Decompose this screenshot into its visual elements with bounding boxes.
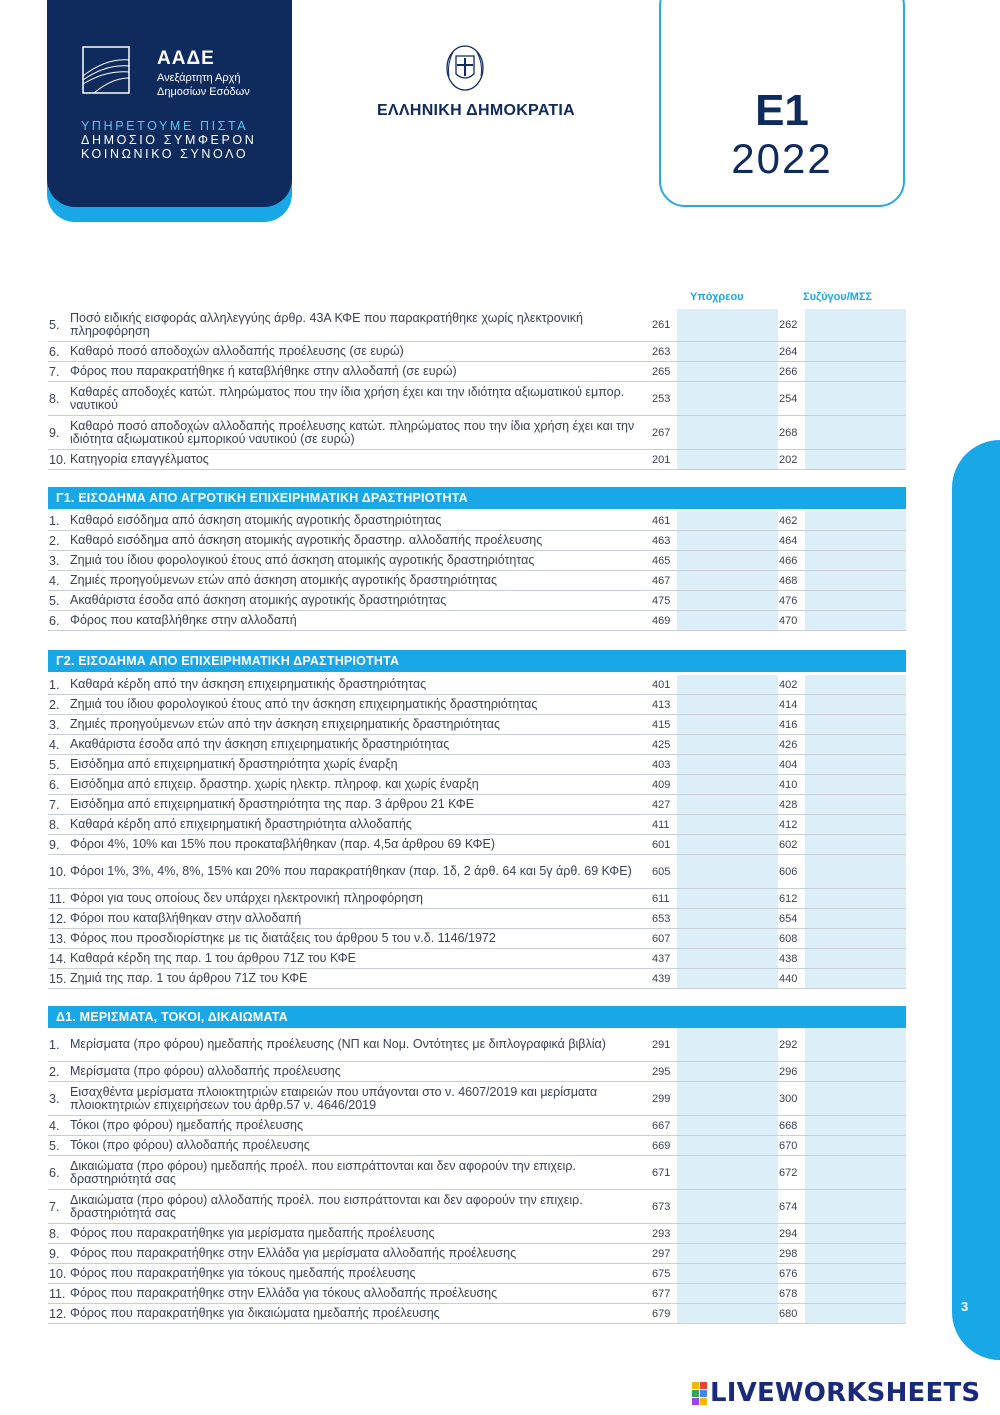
form-row — [48, 1244, 906, 1264]
spouse-code: 410 — [779, 778, 798, 791]
row-label: Ζημιά του ίδιου φορολογικού έτους από την άσκηση επιχειρηματικής δραστηριότητας — [70, 697, 538, 711]
spouse-amount-field[interactable] — [805, 1082, 906, 1115]
form-row — [48, 909, 906, 929]
spouse-code: 464 — [779, 534, 798, 547]
spouse-code: 412 — [779, 818, 798, 831]
row-label: Φόροι 1%, 3%, 4%, 8%, 15% και 20% που παρακρατήθηκαν (παρ. 1δ, 2 άρθ. 64 και 5γ άρθ. 69 ΚΦΕ) — [70, 864, 632, 878]
spouse-code: 262 — [779, 319, 798, 331]
row-number: 5. — [49, 593, 60, 608]
row-label: Εισόδημα από επιχειρηματική δραστηριότητα της παρ. 3 άρθρου 21 ΚΦΕ — [70, 797, 475, 811]
row-number: 3. — [49, 1091, 60, 1106]
spouse-code: 670 — [779, 1139, 798, 1152]
motto-line1: ΥΠΗΡΕΤΟΥΜΕ ΠΙΣΤΑ — [81, 119, 249, 133]
form-year: 2022 — [731, 135, 833, 182]
row-label: Εισαχθέντα μερίσματα πλοιοκτητριών εταιρειών που υπάγονται στο ν. 4607/2019 και μερίσματα πλοιοκτητριών επιχειρήσεων του άρθρ.57 ν. 4646/2019 — [70, 1084, 598, 1112]
taxpayer-code: 403 — [652, 758, 671, 771]
taxpayer-code: 467 — [652, 574, 671, 587]
taxpayer-amount-field[interactable] — [677, 1224, 778, 1243]
form-row — [48, 855, 906, 889]
side-page-tab — [952, 440, 1000, 1360]
taxpayer-amount-field[interactable] — [677, 1284, 778, 1303]
spouse-code: 402 — [779, 678, 798, 691]
row-label: Φόροι 4%, 10% και 15% που προκαταβλήθηκαν (παρ. 4,5α άρθρου 69 ΚΦΕ) — [70, 837, 495, 851]
form-id-box — [659, 0, 905, 207]
spouse-code: 608 — [779, 932, 798, 945]
taxpayer-amount-field[interactable] — [677, 889, 778, 908]
taxpayer-amount-field[interactable] — [677, 1304, 778, 1323]
taxpayer-amount-field[interactable] — [677, 416, 778, 449]
spouse-code: 602 — [779, 838, 798, 851]
spouse-amount-field[interactable] — [805, 1190, 906, 1223]
taxpayer-code: 679 — [652, 1307, 671, 1320]
row-number: 1. — [49, 677, 60, 692]
spouse-code: 476 — [779, 594, 798, 607]
taxpayer-amount-field[interactable] — [677, 1116, 778, 1135]
spouse-amount-field[interactable] — [805, 755, 906, 774]
taxpayer-code: 605 — [652, 865, 671, 878]
form-row — [48, 775, 906, 795]
liveworksheets-logo — [692, 1378, 980, 1408]
form-row — [48, 450, 906, 470]
row-label: Μερίσματα (προ φόρου) ημεδαπής προέλευσης (ΝΠ και Νομ. Οντότητες με διπλογραφικά βιβλία) — [70, 1037, 606, 1051]
taxpayer-code: 437 — [652, 952, 671, 965]
form-row — [48, 969, 906, 989]
taxpayer-amount-field[interactable] — [677, 695, 778, 714]
form-row — [48, 1082, 906, 1116]
taxpayer-code: 267 — [652, 426, 671, 439]
form-row — [48, 571, 906, 591]
row-number: 5. — [49, 318, 60, 332]
form-row — [48, 551, 906, 571]
spouse-amount-field[interactable] — [805, 342, 906, 361]
spouse-code: 264 — [779, 345, 798, 358]
spouse-code: 428 — [779, 798, 798, 811]
form-row — [48, 755, 906, 775]
section-header: Δ1. ΜΕΡΙΣΜΑΤΑ, ΤΟΚΟΙ, ΔΙΚΑΙΩΜΑΤΑ — [48, 1006, 906, 1028]
form-row — [48, 889, 906, 909]
row-label: Ζημιές προηγούμενων ετών από άσκηση ατομικής αγροτικής δραστηριότητας — [70, 573, 498, 587]
section-header: Γ1. ΕΙΣΟΔΗΜΑ ΑΠΟ ΑΓΡΟΤΙΚΗ ΕΠΙΧΕΙΡΗΜΑΤΙΚΗ ΔΡΑΣΤΗΡΙΟΤΗΤΑ — [48, 487, 906, 509]
form-row — [48, 1062, 906, 1082]
spouse-code: 466 — [779, 554, 798, 567]
row-number: 1. — [49, 513, 60, 528]
row-label: Φόρος που παρακρατήθηκε για δικαιώματα ημεδαπής προέλευσης — [70, 1306, 440, 1320]
row-number: 9. — [49, 425, 60, 440]
taxpayer-code: 415 — [652, 718, 671, 731]
liveworksheets-icon — [692, 1382, 707, 1405]
taxpayer-amount-field[interactable] — [677, 511, 778, 530]
row-number: 12. — [49, 1306, 67, 1321]
row-number: 6. — [49, 1165, 60, 1180]
taxpayer-amount-field[interactable] — [677, 450, 778, 469]
section-header: Γ2. ΕΙΣΟΔΗΜΑ ΑΠΟ ΕΠΙΧΕΙΡΗΜΑΤΙΚΗ ΔΡΑΣΤΗΡΙΟΤΗΤΑ — [48, 650, 906, 672]
spouse-code: 440 — [779, 972, 798, 985]
taxpayer-code: 601 — [652, 838, 671, 851]
taxpayer-amount-field[interactable] — [677, 855, 778, 888]
form-row — [48, 1284, 906, 1304]
row-number: 8. — [49, 1226, 60, 1241]
form-row — [48, 362, 906, 382]
form-row — [48, 1156, 906, 1190]
form-code: Ε1 — [755, 86, 809, 135]
spouse-amount-field[interactable] — [805, 511, 906, 530]
taxpayer-amount-field[interactable] — [677, 1264, 778, 1283]
greek-emblem-icon — [445, 42, 485, 92]
page-number: 3 — [961, 1299, 969, 1314]
spouse-code: 438 — [779, 952, 798, 965]
spouse-amount-field[interactable] — [805, 735, 906, 754]
row-number: 10. — [49, 452, 67, 467]
spouse-amount-field[interactable] — [805, 795, 906, 814]
taxpayer-code: 291 — [652, 1038, 671, 1051]
spouse-code: 672 — [779, 1166, 798, 1179]
taxpayer-amount-field[interactable] — [677, 611, 778, 630]
spouse-amount-field[interactable] — [805, 949, 906, 968]
spouse-amount-field[interactable] — [805, 1028, 906, 1061]
spouse-code: 676 — [779, 1267, 798, 1280]
taxpayer-code: 401 — [652, 678, 671, 691]
row-label: Τόκοι (προ φόρου) ημεδαπής προέλευσης — [70, 1118, 304, 1132]
row-label: Καθαρό εισόδημα από άσκηση ατομικής αγροτικής δραστηριότητας — [70, 513, 442, 527]
spouse-amount-field[interactable] — [805, 889, 906, 908]
taxpayer-amount-field[interactable] — [677, 1082, 778, 1115]
form-row — [48, 416, 906, 450]
row-number: 6. — [49, 613, 60, 628]
form-row — [48, 695, 906, 715]
motto-line2: ΔΗΜΟΣΙΟ ΣΥΜΦΕΡΟΝ — [81, 133, 257, 147]
spouse-amount-field[interactable] — [805, 1264, 906, 1283]
spouse-code: 254 — [779, 392, 798, 405]
taxpayer-amount-field[interactable] — [677, 531, 778, 550]
row-label: Εισόδημα από επιχειρ. δραστηρ. χωρίς ηλεκτρ. πληροφ. και χωρίς έναρξη — [70, 777, 479, 791]
aade-logo-icon — [82, 46, 130, 94]
taxpayer-code: 409 — [652, 778, 671, 791]
taxpayer-amount-field[interactable] — [677, 775, 778, 794]
spouse-amount-field[interactable] — [805, 929, 906, 948]
form-row — [48, 1190, 906, 1224]
spouse-code: 606 — [779, 865, 798, 878]
row-number: 13. — [49, 931, 67, 946]
spouse-code: 680 — [779, 1307, 798, 1320]
taxpayer-code: 263 — [652, 345, 671, 358]
column-header-taxpayer: Υπόχρεου — [690, 291, 744, 303]
row-label: Φόροι που καταβλήθηκαν στην αλλοδαπή — [70, 911, 302, 925]
spouse-code: 426 — [779, 738, 798, 751]
form-row — [48, 309, 906, 342]
taxpayer-amount-field[interactable] — [677, 362, 778, 381]
row-number: 7. — [49, 797, 60, 812]
spouse-amount-field[interactable] — [805, 1116, 906, 1135]
taxpayer-amount-field[interactable] — [677, 969, 778, 988]
taxpayer-amount-field[interactable] — [677, 571, 778, 590]
row-label: Εισόδημα από επιχειρηματική δραστηριότητα χωρίς έναρξη — [70, 757, 398, 771]
row-number: 6. — [49, 777, 60, 792]
form-row — [48, 929, 906, 949]
taxpayer-amount-field[interactable] — [677, 1136, 778, 1155]
form-row — [48, 835, 906, 855]
taxpayer-amount-field[interactable] — [677, 949, 778, 968]
spouse-amount-field[interactable] — [805, 1244, 906, 1263]
taxpayer-code: 465 — [652, 554, 671, 567]
taxpayer-code: 201 — [652, 453, 671, 466]
row-label: Καθαρό ποσό αποδοχών αλλοδαπής προέλευσης (σε ευρώ) — [70, 344, 404, 358]
form-row — [48, 382, 906, 416]
row-number: 4. — [49, 1118, 60, 1133]
row-label: Ζημιές προηγούμενων ετών από την άσκηση επιχειρηματικής δραστηριότητας — [70, 717, 501, 731]
spouse-amount-field[interactable] — [805, 611, 906, 630]
row-label: Καθαρά κέρδη από επιχειρηματική δραστηριότητα αλλοδαπής — [70, 817, 412, 831]
spouse-amount-field[interactable] — [805, 675, 906, 694]
taxpayer-code: 253 — [652, 392, 671, 405]
taxpayer-amount-field[interactable] — [677, 735, 778, 754]
taxpayer-code: 299 — [652, 1092, 671, 1105]
row-number: 7. — [49, 364, 60, 379]
spouse-amount-field[interactable] — [805, 835, 906, 854]
row-label: Ακαθάριστα έσοδα από άσκηση ατομικής αγροτικής δραστηριότητας — [70, 593, 447, 607]
taxpayer-code: 669 — [652, 1139, 671, 1152]
taxpayer-amount-field[interactable] — [677, 835, 778, 854]
row-number: 11. — [49, 891, 66, 906]
taxpayer-code: 265 — [652, 365, 671, 378]
row-number: 11. — [49, 1286, 66, 1301]
org-subtitle-line2: Δημοσίων Εσόδων — [157, 86, 250, 98]
taxpayer-code: 411 — [652, 818, 670, 831]
taxpayer-amount-field[interactable] — [677, 1028, 778, 1061]
row-label: Φόροι για τους οποίους δεν υπάρχει ηλεκτρονική πληροφόρηση — [70, 891, 423, 905]
government-title: ΕΛΛΗΝΙΚΗ ΔΗΜΟΚΡΑΤΙΑ — [376, 102, 576, 119]
taxpayer-code: 425 — [652, 738, 671, 751]
spouse-amount-field[interactable] — [805, 450, 906, 469]
form-row — [48, 342, 906, 362]
spouse-amount-field[interactable] — [805, 1304, 906, 1323]
row-number: 1. — [49, 1037, 60, 1052]
spouse-amount-field[interactable] — [805, 1224, 906, 1243]
spouse-amount-field[interactable] — [805, 416, 906, 449]
row-number: 6. — [49, 344, 60, 359]
row-number: 2. — [49, 533, 60, 548]
row-number: 3. — [49, 717, 60, 732]
spouse-code: 468 — [779, 574, 798, 587]
row-label: Φόρος που παρακρατήθηκε για μερίσματα ημεδαπής προέλευσης — [70, 1226, 435, 1240]
row-number: 5. — [49, 1138, 60, 1153]
org-subtitle-line1: Ανεξάρτητη Αρχή — [157, 72, 241, 84]
row-label: Δικαιώματα (προ φόρου) ημεδαπής προέλ. που εισπράττονται και δεν αφορούν την επιχειρ. δραστηριότητά σας — [70, 1158, 576, 1186]
spouse-code: 296 — [779, 1065, 798, 1078]
taxpayer-code: 653 — [652, 912, 671, 925]
spouse-code: 266 — [779, 365, 798, 378]
taxpayer-amount-field[interactable] — [677, 795, 778, 814]
row-label: Δικαιώματα (προ φόρου) αλλοδαπής προέλ. που εισπράττονται και δεν αφορούν την επιχειρ. δραστηριότητά σας — [70, 1192, 583, 1220]
row-number: 7. — [49, 1199, 60, 1214]
spouse-code: 462 — [779, 514, 798, 527]
taxpayer-code: 607 — [652, 932, 671, 945]
row-number: 14. — [49, 951, 67, 966]
row-label: Καθαρά κέρδη από την άσκηση επιχειρηματικής δραστηριότητας — [70, 677, 427, 691]
taxpayer-amount-field[interactable] — [677, 1244, 778, 1263]
spouse-amount-field[interactable] — [805, 695, 906, 714]
spouse-amount-field[interactable] — [805, 969, 906, 988]
row-number: 2. — [49, 1064, 60, 1079]
spouse-amount-field[interactable] — [805, 362, 906, 381]
taxpayer-code: 611 — [652, 892, 670, 905]
row-label: Μερίσματα (προ φόρου) αλλοδαπής προέλευσης — [70, 1064, 341, 1078]
taxpayer-code: 671 — [652, 1166, 671, 1179]
liveworksheets-brand: LIVEWORKSHEETS — [710, 1378, 981, 1408]
taxpayer-code: 261 — [652, 319, 671, 331]
row-number: 9. — [49, 837, 60, 852]
spouse-code: 202 — [779, 453, 798, 466]
row-label: Φόρος που παρακρατήθηκε στην Ελλάδα για μερίσματα αλλοδαπής προέλευσης — [70, 1246, 517, 1260]
form-row — [48, 1116, 906, 1136]
spouse-amount-field[interactable] — [805, 855, 906, 888]
taxpayer-amount-field[interactable] — [677, 755, 778, 774]
taxpayer-code: 297 — [652, 1247, 671, 1260]
spouse-amount-field[interactable] — [805, 571, 906, 590]
row-label: Καθαρά κέρδη της παρ. 1 του άρθρου 71Ζ του ΚΦΕ — [70, 951, 356, 965]
taxpayer-amount-field[interactable] — [677, 909, 778, 928]
taxpayer-amount-field[interactable] — [677, 551, 778, 570]
taxpayer-code: 475 — [652, 594, 671, 607]
form-row — [48, 949, 906, 969]
taxpayer-code: 469 — [652, 614, 671, 627]
form-row — [48, 815, 906, 835]
spouse-amount-field[interactable] — [805, 309, 906, 341]
taxpayer-amount-field[interactable] — [677, 342, 778, 361]
form-row — [48, 675, 906, 695]
taxpayer-amount-field[interactable] — [677, 1062, 778, 1081]
spouse-amount-field[interactable] — [805, 1062, 906, 1081]
spouse-code: 404 — [779, 758, 798, 771]
row-label: Ζημιά του ίδιου φορολογικού έτους από άσκηση ατομικής αγροτικής δραστηριότητας — [70, 553, 535, 567]
row-number: 15. — [49, 971, 67, 986]
spouse-amount-field[interactable] — [805, 591, 906, 610]
taxpayer-amount-field[interactable] — [677, 1190, 778, 1223]
spouse-code: 300 — [779, 1092, 798, 1105]
row-label: Καθαρό εισόδημα από άσκηση ατομικής αγροτικής δραστηρ. αλλοδαπής προέλευσης — [70, 533, 543, 547]
form-row — [48, 1136, 906, 1156]
spouse-amount-field[interactable] — [805, 1136, 906, 1155]
row-number: 10. — [49, 1266, 67, 1281]
spouse-amount-field[interactable] — [805, 715, 906, 734]
row-label: Ποσό ειδικής εισφοράς αλληλεγγύης άρθρ. 43Α ΚΦΕ που παρακρατήθηκε χωρίς ηλεκτρονική πληροφόρηση — [70, 311, 583, 338]
taxpayer-amount-field[interactable] — [677, 815, 778, 834]
spouse-code: 668 — [779, 1119, 798, 1132]
form-row — [48, 1224, 906, 1244]
spouse-amount-field[interactable] — [805, 815, 906, 834]
form-row — [48, 1028, 906, 1062]
spouse-amount-field[interactable] — [805, 909, 906, 928]
taxpayer-amount-field[interactable] — [677, 715, 778, 734]
form-row — [48, 591, 906, 611]
form-row — [48, 511, 906, 531]
taxpayer-amount-field[interactable] — [677, 591, 778, 610]
row-label: Ακαθάριστα έσοδα από την άσκηση επιχειρηματικής δραστηριότητας — [70, 737, 450, 751]
row-number: 9. — [49, 1246, 60, 1261]
row-label: Φόρος που καταβλήθηκε στην αλλοδαπή — [70, 613, 297, 627]
spouse-code: 268 — [779, 426, 798, 439]
spouse-amount-field[interactable] — [805, 775, 906, 794]
taxpayer-code: 427 — [652, 798, 671, 811]
row-label: Φόρος που παρακρατήθηκε στην Ελλάδα για τόκους αλλοδαπής προέλευσης — [70, 1286, 498, 1300]
row-label: Καθαρές αποδοχές κατώτ. πληρώματος που την ίδια χρήση έχει και την ιδιότητα αξιωματικού εμπορ. ναυτικού — [70, 384, 625, 412]
form-row — [48, 531, 906, 551]
spouse-code: 674 — [779, 1200, 798, 1213]
taxpayer-code: 667 — [652, 1119, 671, 1132]
taxpayer-code: 673 — [652, 1200, 671, 1213]
row-label: Τόκοι (προ φόρου) αλλοδαπής προέλευσης — [70, 1138, 310, 1152]
taxpayer-code: 293 — [652, 1227, 671, 1240]
form-row — [48, 715, 906, 735]
row-label: Καθαρό ποσό αποδοχών αλλοδαπής προέλευσης κατώτ. πληρώματος που την ίδια χρήση έχει και την ιδιότητα αξιωματικού εμπορικού ναυτικού (σε ευρώ) — [70, 418, 635, 446]
spouse-code: 294 — [779, 1227, 798, 1240]
form-row — [48, 611, 906, 631]
spouse-amount-field[interactable] — [805, 382, 906, 415]
spouse-code: 414 — [779, 698, 798, 711]
row-number: 8. — [49, 391, 60, 406]
taxpayer-amount-field[interactable] — [677, 675, 778, 694]
row-number: 4. — [49, 737, 60, 752]
taxpayer-code: 675 — [652, 1267, 671, 1280]
taxpayer-amount-field[interactable] — [677, 309, 778, 341]
row-number: 3. — [49, 553, 60, 568]
row-number: 2. — [49, 697, 60, 712]
row-label: Φόρος που παρακρατήθηκε ή καταβλήθηκε στην αλλοδαπή (σε ευρώ) — [70, 364, 457, 378]
spouse-code: 470 — [779, 614, 798, 627]
form-row — [48, 1264, 906, 1284]
spouse-code: 292 — [779, 1038, 798, 1051]
row-number: 5. — [49, 757, 60, 772]
taxpayer-amount-field[interactable] — [677, 382, 778, 415]
taxpayer-code: 677 — [652, 1287, 671, 1300]
row-label: Φόρος που προσδιορίστηκε με τις διατάξεις του άρθρου 5 του ν.δ. 1146/1972 — [70, 931, 496, 945]
taxpayer-amount-field[interactable] — [677, 1156, 778, 1189]
row-label: Φόρος που παρακρατήθηκε για τόκους ημεδαπής προέλευσης — [70, 1266, 416, 1280]
spouse-amount-field[interactable] — [805, 1156, 906, 1189]
taxpayer-code: 413 — [652, 698, 671, 711]
motto-line3: ΚΟΙΝΩΝΙΚΟ ΣΥΝΟΛΟ — [81, 147, 249, 161]
taxpayer-code: 439 — [652, 972, 671, 985]
taxpayer-code: 463 — [652, 534, 671, 547]
form-row — [48, 735, 906, 755]
form-row — [48, 795, 906, 815]
taxpayer-amount-field[interactable] — [677, 929, 778, 948]
spouse-code: 678 — [779, 1287, 798, 1300]
spouse-code: 654 — [779, 912, 798, 925]
row-number: 4. — [49, 573, 60, 588]
row-label: Ζημιά της παρ. 1 του άρθρου 71Ζ του ΚΦΕ — [70, 971, 308, 985]
spouse-code: 612 — [779, 892, 798, 905]
taxpayer-code: 461 — [652, 514, 671, 527]
aade-logo-block — [47, 0, 292, 207]
spouse-amount-field[interactable] — [805, 1284, 906, 1303]
spouse-amount-field[interactable] — [805, 531, 906, 550]
row-number: 8. — [49, 817, 60, 832]
org-acronym: ΑΑΔΕ — [157, 48, 215, 69]
column-header-spouse: Συζύγου/ΜΣΣ — [803, 291, 873, 303]
spouse-code: 416 — [779, 718, 798, 731]
spouse-code: 298 — [779, 1247, 798, 1260]
taxpayer-code: 295 — [652, 1065, 671, 1078]
row-label: Κατηγορία επαγγέλματος — [70, 452, 209, 466]
row-number: 12. — [49, 911, 67, 926]
spouse-amount-field[interactable] — [805, 551, 906, 570]
form-row — [48, 1304, 906, 1324]
row-number: 10. — [49, 864, 67, 879]
